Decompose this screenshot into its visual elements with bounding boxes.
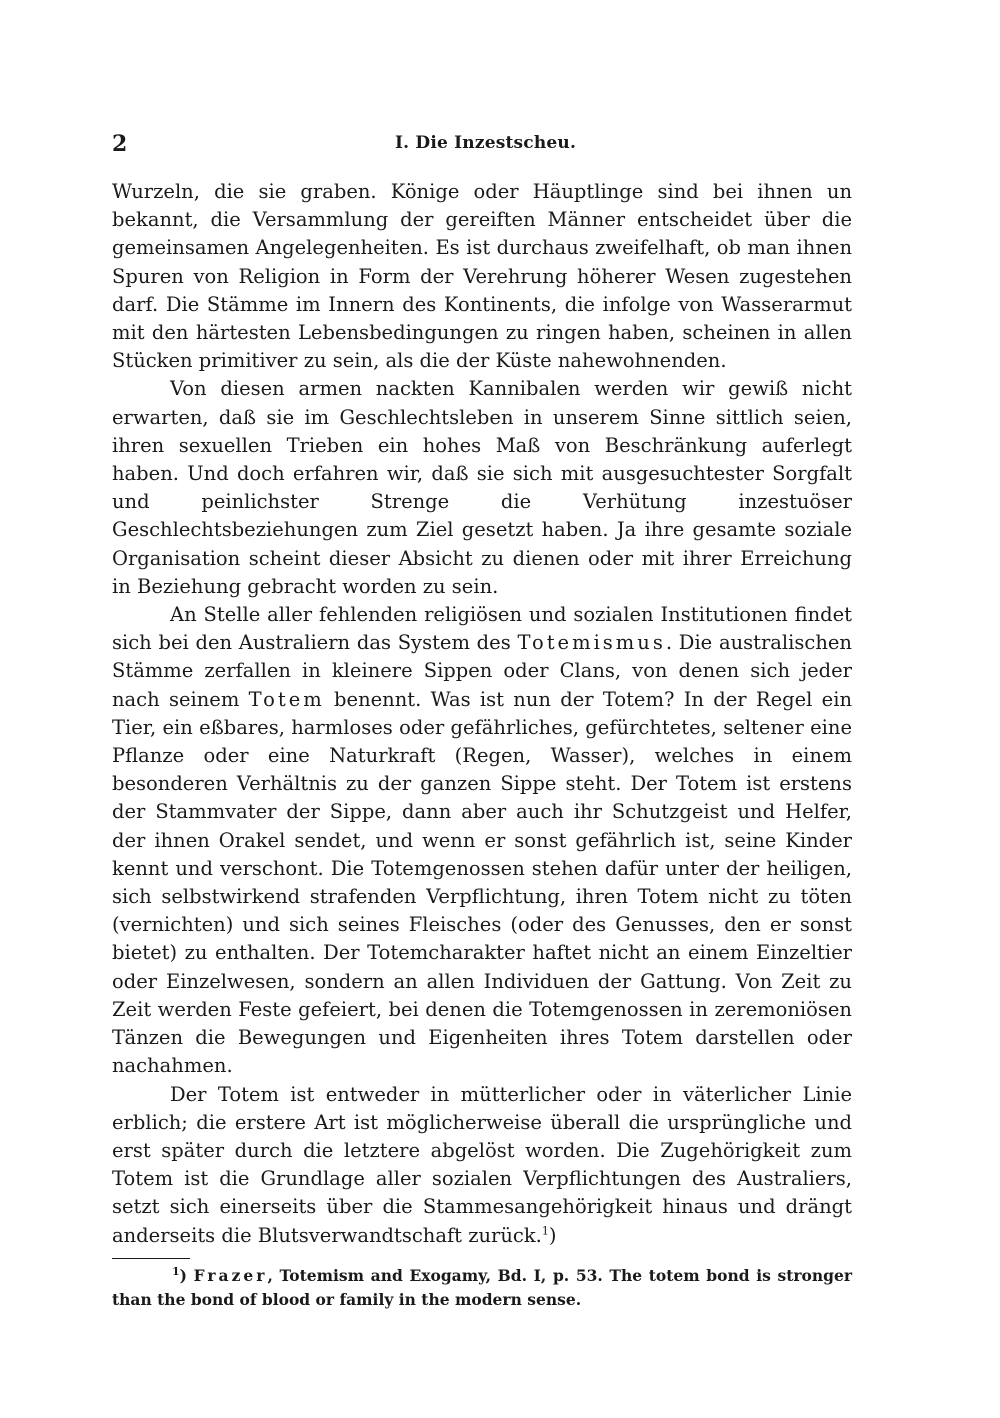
footnote-text bbox=[112, 1264, 852, 1312]
term-totemismus: Totemismus bbox=[517, 631, 666, 655]
term-totem: Totem bbox=[248, 687, 325, 711]
paragraph-3-part-b: . Die australischen Stämme zerfallen in kleinere Sippen oder Clans, von denen sich jeder nach seinem bbox=[112, 631, 852, 711]
paragraph-2: Von diesen armen nackten Kannibalen werden wir gewiß nicht erwarten, daß sie im Geschlechtsleben in unserem Sinne sittlich seien, ihren sexuellen Trieben ein hohes Maß von Beschränkung auferlegt haben. Und doch erfahren wir, daß sie sich mit ausgesuchtester Sorgfalt und peinlichster Strenge die Verhütung inzestuöser Geschlechtsbeziehungen zum Ziel gesetzt haben. Ja ihre gesamte soziale Organisation scheint dieser Absicht zu dienen oder mit ihrer Erreichung in Beziehung gebracht worden zu sein. bbox=[112, 377, 852, 598]
paragraph-4 bbox=[112, 1081, 852, 1250]
footnote bbox=[112, 1264, 852, 1312]
footnote-body: , Totemism and Exogamy, Bd. I, p. 53. The totem bond is stronger than the bond of blood or family in the modern sense. bbox=[112, 1266, 852, 1309]
footnote-reference: 1 bbox=[541, 1224, 549, 1238]
running-head: I. Die Inzestscheu. bbox=[395, 133, 577, 153]
page-header bbox=[112, 131, 852, 161]
page-number: 2 bbox=[112, 131, 128, 157]
paragraph-3-part-c: benennt. Was ist nun der Totem? In der Regel ein Tier, ein eßbares, harmloses oder gefährliches, gefürchtetes, seltener eine Pflanze oder eine Naturkraft (Regen, Wasser), welches in einem besonderen Verhältnis zu der ganzen Sippe steht. Der Totem ist erstens der Stammvater der Sippe, dann aber auch ihr Schutzgeist und Helfer, der ihnen Orakel sendet, und wenn er sonst gefährlich ist, seine Kinder kennt und verschont. Die Totemgenossen stehen dafür unter der heiligen, sich selbstwirkend strafenden Verpflichtung, ihren Totem nicht zu töten (vernichten) und sich seines Fleisches (oder des Genusses, den er sonst bietet) zu enthalten. Der Totemcharakter haftet nicht an einem Einzeltier oder Einzelwesen, sondern an allen Individuen der Gattung. Von Zeit zu Zeit werden Feste gefeiert, bei denen die Totemgenossen in zeremoniösen Tänzen die Bewegungen und Eigenheiten ihres Totem darstellen oder nachahmen. bbox=[112, 687, 852, 1078]
footnote-reference-paren: ) bbox=[548, 1223, 557, 1247]
body-text bbox=[112, 178, 852, 1250]
paragraph-3 bbox=[112, 601, 852, 1080]
footnote-marker: 1 bbox=[172, 1264, 180, 1278]
footnote-divider bbox=[112, 1258, 190, 1259]
paragraph-4-text: Der Totem ist entweder in mütterlicher oder in väterlicher Linie erblich; die erstere Art ist möglicherweise überall die ursprüngliche und erst später durch die letztere abgelöst worden. Die Zugehörigkeit zum Totem ist die Grundlage aller sozialen Verpflichtungen des Australiers, setzt sich einerseits über die Stammesangehörigkeit hinaus und drängt anderseits die Blutsverwandtschaft zurück. bbox=[112, 1082, 852, 1247]
paragraph-1: Wurzeln, die sie graben. Könige oder Häuptlinge sind bei ihnen un bekannt, die Versammlung der gereiften Männer entscheidet über die gemeinsamen Angelegenheiten. Es ist durchaus zweifelhaft, ob man ihnen Spuren von Religion in Form der Verehrung höherer Wesen zugestehen darf. Die Stämme im Innern des Kontinents, die infolge von Wasserarmut mit den härtesten Lebensbedingungen zu ringen haben, scheinen in allen Stücken primitiver zu sein, als die der Küste nahewohnenden. bbox=[112, 180, 852, 373]
footnote-marker-paren: ) bbox=[179, 1266, 187, 1285]
footnote-author: Frazer bbox=[193, 1266, 268, 1285]
paragraph-3-part-a: An Stelle aller fehlenden religiösen und sozialen Institutionen findet sich bei den Australiern das System des bbox=[112, 603, 852, 655]
